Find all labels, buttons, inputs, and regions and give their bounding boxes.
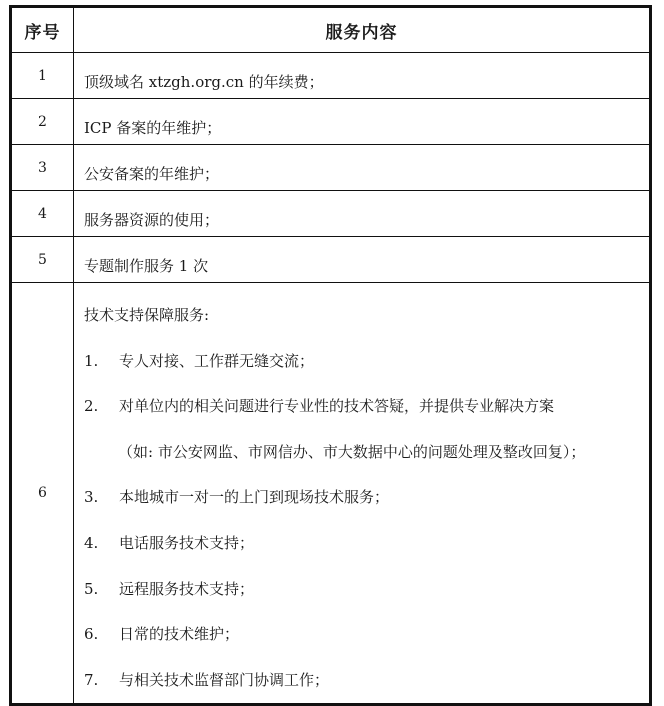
list-item: 2. 对单位内的相关问题进行专业性的技术答疑，并提供专业解决方案 bbox=[84, 397, 555, 416]
row-index: 6 bbox=[12, 283, 74, 704]
row-index: 4 bbox=[12, 191, 74, 237]
header-content: 服务内容 bbox=[74, 8, 650, 53]
table-row bbox=[12, 99, 650, 145]
row-content: 服务器资源的使用； bbox=[74, 191, 650, 237]
row-index: 3 bbox=[12, 145, 74, 191]
row-content: 公安备案的年维护； bbox=[74, 145, 650, 191]
list-item: 1. 专人对接、工作群无缝交流； bbox=[84, 351, 315, 370]
row-content bbox=[74, 283, 650, 704]
row-content: 专题制作服务 1 次 bbox=[74, 237, 650, 283]
list-item: 3. 本地城市一对一的上门到现场技术服务； bbox=[84, 488, 390, 507]
tech-support-title: 技术支持保障服务: bbox=[84, 306, 210, 324]
table-row bbox=[12, 145, 650, 191]
list-item: 4. 电话服务技术支持； bbox=[84, 533, 255, 552]
list-item: 7. 与相关技术监督部门协调工作； bbox=[84, 670, 330, 689]
service-table bbox=[9, 5, 652, 706]
row-content: ICP 备案的年维护； bbox=[74, 99, 650, 145]
list-item: 5. 远程服务技术支持； bbox=[84, 579, 255, 598]
row-content: 顶级域名 xtzgh.org.cn 的年续费； bbox=[74, 53, 650, 99]
row-index: 2 bbox=[12, 99, 74, 145]
table-row bbox=[12, 53, 650, 99]
table-row bbox=[12, 191, 650, 237]
header-index: 序号 bbox=[12, 8, 74, 53]
table-row bbox=[12, 237, 650, 283]
table-header-row bbox=[12, 8, 650, 53]
row-index: 1 bbox=[12, 53, 74, 99]
list-item-continuation: （如: 市公安网监、市网信办、市大数据中心的问题处理及整改回复）； bbox=[118, 442, 586, 461]
table-row-tech-support bbox=[12, 283, 650, 704]
list-item: 6. 日常的技术维护； bbox=[84, 625, 240, 644]
row-index: 5 bbox=[12, 237, 74, 283]
